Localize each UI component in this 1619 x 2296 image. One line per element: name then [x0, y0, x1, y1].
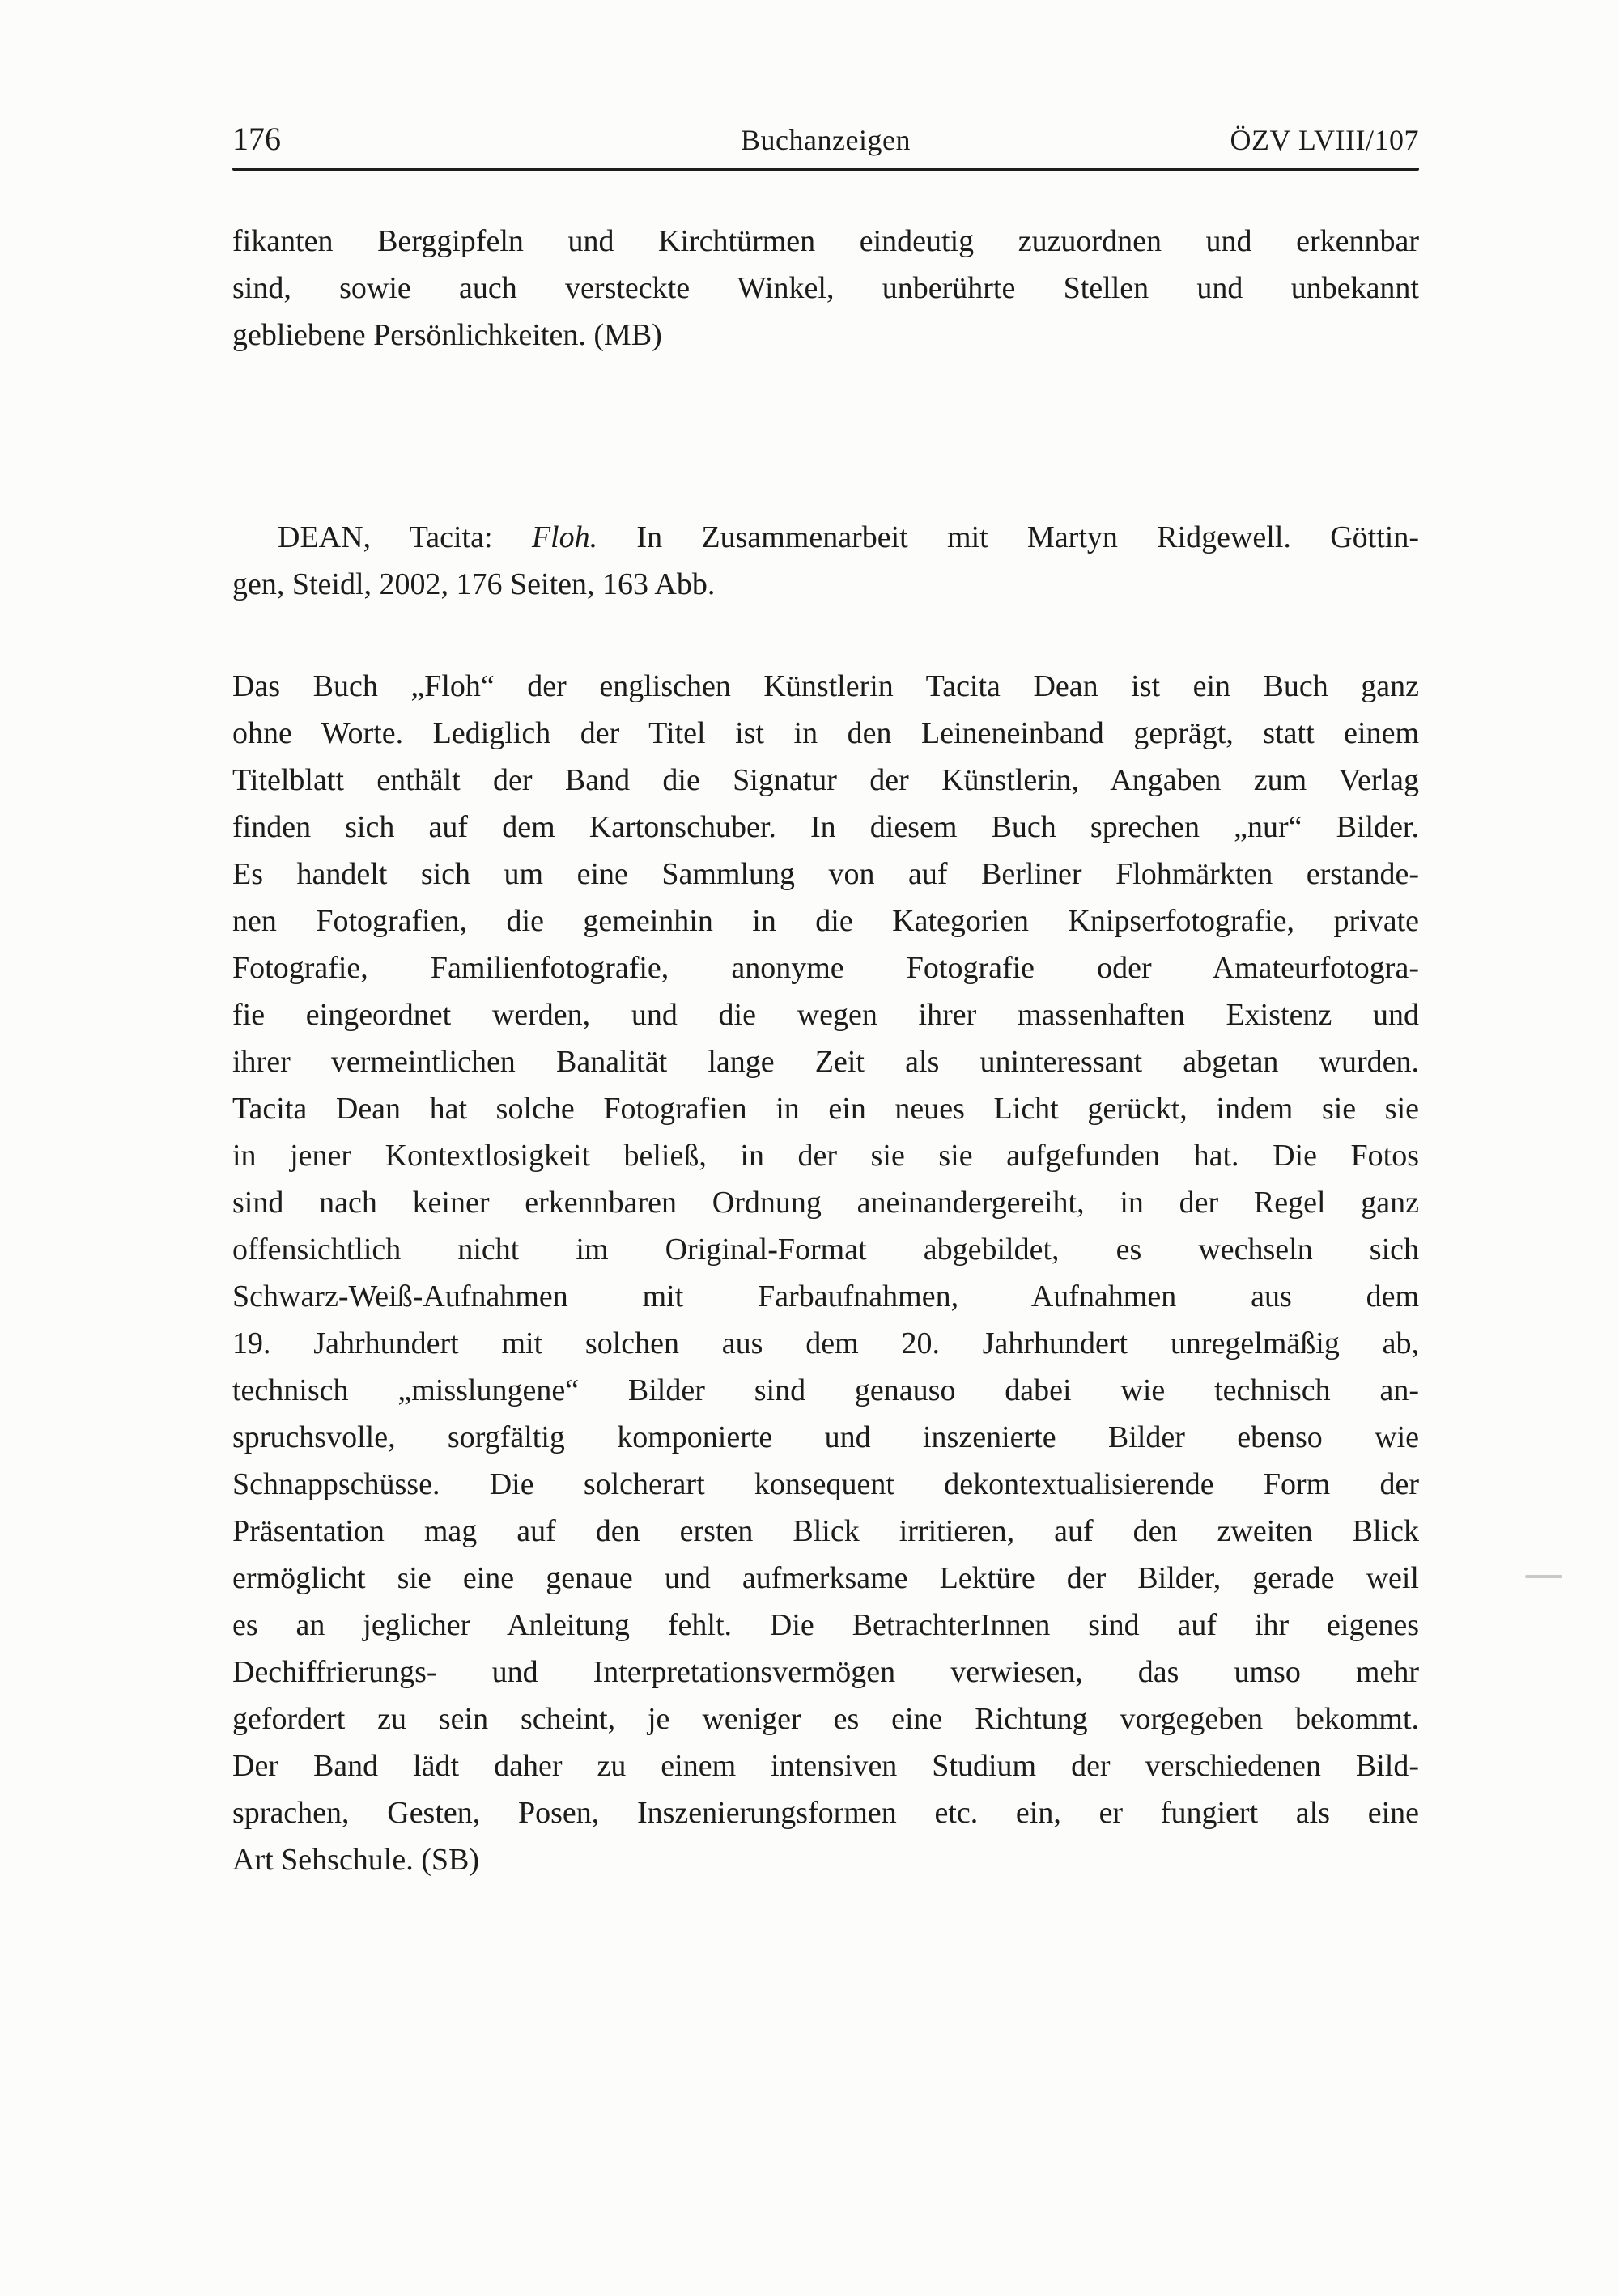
journal-reference: ÖZV LVIII/107 [1230, 124, 1419, 156]
plain-text: DEAN, Tacita: [278, 520, 532, 554]
text-line: Titelblatt enthält der Band die Signatur der Künstlerin, Angaben zum Verlag [232, 763, 1419, 797]
text-line: es an jeglicher Anleitung fehlt. Die BetrachterInnen sind auf ihr eigenes [232, 1608, 1419, 1642]
page-number: 176 [232, 121, 281, 157]
text-line: finden sich auf dem Kartonschuber. In diesem Buch sprechen „nur“ Bilder. [232, 810, 1419, 844]
paragraph-citation [232, 514, 1419, 608]
text-line: 19. Jahrhundert mit solchen aus dem 20. Jahrhundert unregelmäßig ab, [232, 1326, 1419, 1360]
text-line: Tacita Dean hat solche Fotografien in ein neues Licht gerückt, indem sie sie [232, 1092, 1419, 1126]
text-line: Es handelt sich um eine Sammlung von auf Berliner Flohmärkten erstande- [232, 857, 1419, 891]
text-line: sprachen, Gesten, Posen, Inszenierungsformen etc. ein, er fungiert als eine [232, 1796, 1419, 1830]
text-line: ihrer vermeintlichen Banalität lange Zeit als uninteressant abgetan wurden. [232, 1045, 1419, 1079]
text-line: spruchsvolle, sorgfältig komponierte und inszenierte Bilder ebenso wie [232, 1420, 1419, 1454]
text-line: technisch „misslungene“ Bilder sind genauso dabei wie technisch an- [232, 1373, 1419, 1407]
text-line: ermöglicht sie eine genaue und aufmerksame Lektüre der Bilder, gerade weil [232, 1561, 1419, 1595]
text-line: Präsentation mag auf den ersten Blick irritieren, auf den zweiten Blick [232, 1514, 1419, 1548]
text-line: sind, sowie auch versteckte Winkel, unberührte Stellen und unbekannt [232, 271, 1419, 305]
text-line: Schwarz-Weiß-Aufnahmen mit Farbaufnahmen, Aufnahmen aus dem [232, 1280, 1419, 1314]
scan-artifact [1525, 1575, 1562, 1578]
page-body [232, 218, 1419, 1883]
text-line: ohne Worte. Lediglich der Titel ist in den Leineneinband geprägt, statt einem [232, 716, 1419, 750]
text-line: Art Sehschule. (SB) [232, 1843, 480, 1877]
paragraph-review-body [232, 663, 1419, 1883]
paragraph-prev-review-end [232, 218, 1419, 359]
text-line: offensichtlich nicht im Original-Format abgebildet, es wechseln sich [232, 1233, 1419, 1267]
text-line: Schnappschüsse. Die solcherart konsequent dekontextualisierende Form der [232, 1467, 1419, 1501]
text-line: gen, Steidl, 2002, 176 Seiten, 163 Abb. [232, 567, 716, 601]
header-rule [232, 168, 1419, 171]
text-line: gefordert zu sein scheint, je weniger es eine Richtung vorgegeben bekommt. [232, 1702, 1419, 1736]
text-column [232, 121, 1419, 1883]
text-line: in jener Kontextlosigkeit beließ, in der sie sie aufgefunden hat. Die Fotos [232, 1139, 1419, 1173]
text-line: Dechiffrierungs- und Interpretationsvermögen verwiesen, das umso mehr [232, 1655, 1419, 1689]
text-line: gebliebene Persönlichkeiten. (MB) [232, 318, 662, 352]
text-line [232, 514, 1419, 561]
running-title: Buchanzeigen [741, 124, 911, 156]
text-line: sind nach keiner erkennbaren Ordnung aneinandergereiht, in der Regel ganz [232, 1186, 1419, 1220]
text-line: Der Band lädt daher zu einem intensiven Studium der verschiedenen Bild- [232, 1749, 1419, 1783]
text-line: fikanten Berggipfeln und Kirchtürmen eindeutig zuzuordnen und erkennbar [232, 224, 1419, 258]
text-line: nen Fotografien, die gemeinhin in die Kategorien Knipserfotografie, private [232, 904, 1419, 938]
page-header [232, 121, 1419, 158]
text-line: Fotografie, Familienfotografie, anonyme Fotografie oder Amateurfotogra- [232, 951, 1419, 985]
text-line: fie eingeordnet werden, und die wegen ihrer massenhaften Existenz und [232, 998, 1419, 1032]
text-line: Das Buch „Floh“ der englischen Künstlerin Tacita Dean ist ein Buch ganz [232, 669, 1419, 703]
plain-text: In Zusammenarbeit mit Martyn Ridgewell. Göttin- [597, 520, 1419, 554]
italic-text: Floh. [531, 520, 598, 554]
